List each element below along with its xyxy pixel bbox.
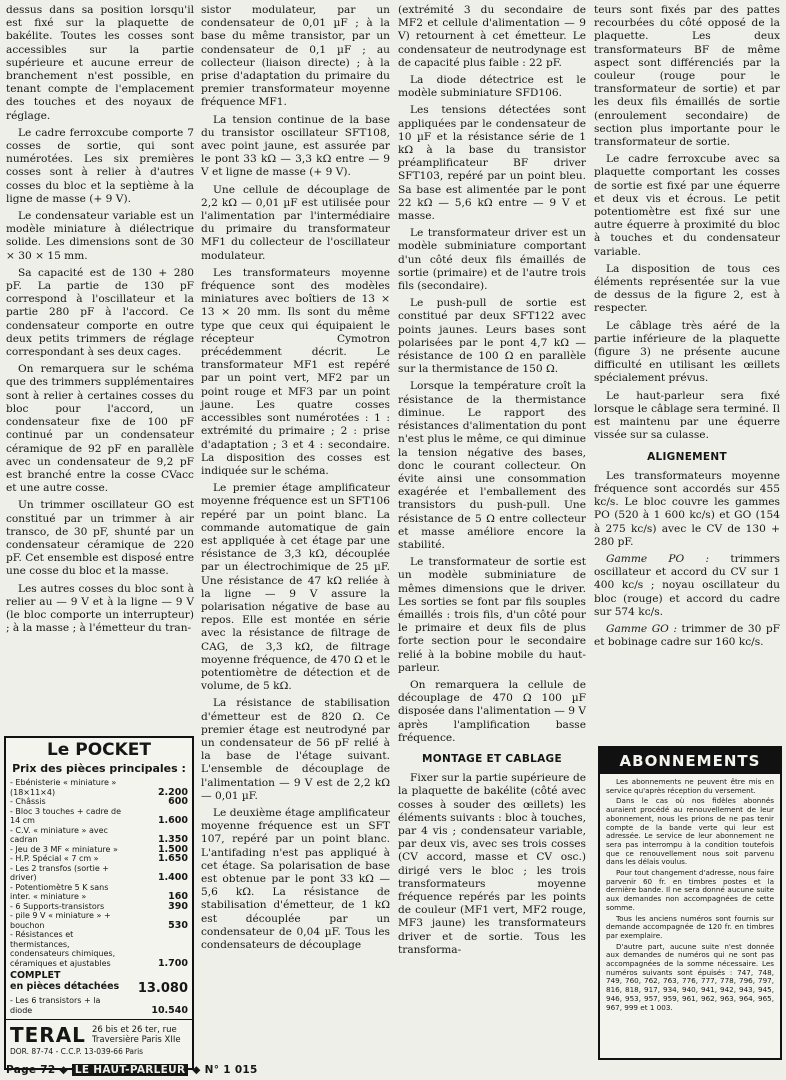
paragraph: Un trimmer oscillateur GO est constitué par un trimmer à air transco, de 30 pF, shunté par un condensateur céramique de 220 pF. Cet ensemble est disposé entre une cosse du bloc et la masse. [6,499,194,578]
price-label: - Résistances et thermistances, condensateurs chimiques, céramiques et ajustables [10,930,116,968]
paragraph: La diode détectrice est le modèle subminiature SFD106. [398,74,586,100]
transistors-row [6,996,192,1015]
price-row [6,902,192,912]
paragraph: Le deuxième étage amplificateur moyenne fréquence est un SFT 107, repéré par un point blanc. L'antifading n'est pas appliqué à cet étage. Sa polarisation de base est obtenue par le pont 33 kΩ — 5,6 kΩ. La résistance de stabilisation d'émetteur, de 1 kΩ est découplée par un condensateur de 0,04 µF. Tous les condensateurs de découplage [201,806,390,952]
abonnements-box [598,746,782,1060]
paragraph: Le câblage très aéré de la partie inférieure de la plaquette (figure 3) ne présente aucune difficulté en utilisant les œillets spécialement prévus. [594,319,780,385]
paragraph: Sa capacité est de 130 + 280 pF. La partie de 130 pF correspond à l'oscillateur et la partie 280 pF à l'accord. Ce condensateur comporte en outre deux petits trimmers de réglage correspondant à ses deux cages. [6,266,194,359]
paragraph: teurs sont fixés par des pattes recourbées du côté opposé de la plaquette. Les deux transformateurs BF de même aspect sont différenciés par la couleur (rouge pour le transformateur de sortie) et par les deux fils émaillés de sortie (enroulement secondaire) de section plus importante pour le transformateur de sortie. [594,4,780,149]
paragraph: Tous les anciens numéros sont fournis sur demande accompagnée de 120 fr. en timbres par exemplaire. [606,913,774,940]
price-label: - Jeu de 3 MF « miniature » [10,844,118,854]
section-heading-alignement: ALIGNEMENT [647,450,727,463]
price-value: 1.500 [157,843,188,855]
paragraph: La résistance de stabilisation d'émetteur est de 820 Ω. Ce premier étage est neutrodyné par un condensateur de 56 pF relié à la base de l'étage suivant. L'ensemble de découplage de l'alimentation — 9 V est de 2,2 kΩ — 0,01 µF. [201,697,390,802]
paragraph: dessus dans sa position lorsqu'il est fixé sur la plaquette de bakélite. Toutes les cosses sont accessibles sur la partie supérieure et aucune erreur de branchement n'est possible, en tenant compte de l'emplacement des touches et des noyaux de réglage. [6,4,194,122]
price-row [6,883,192,902]
paragraph: Lorsque la température croît la résistance de la thermistance diminue. Le rapport des résistances d'alimentation du pont n'est plus le même, ce qui diminue la tension négative des bases, donc le courant collecteur. On évite ainsi une consommation exagérée et l'emballement des transistors du push-pull. Une résistance de 5 Ω entre collecteur et masse améliore encore la stabilité. [398,380,586,551]
paragraph: Fixer sur la partie supérieure de la plaquette de bakélite (côté avec cosses à souder des œillets) les éléments suivants : bloc à touches, par 4 vis ; condensateur variable, par deux vis, avec ses trois cosses (CV accord, masse et CV osc.) dirigé vers le bloc ; les trois transformateurs moyenne fréquence repérés par les points de couleur (MF1 vert, MF2 rouge, MF3 jaune) les transformateurs driver et de sortie. Tous les transforma- [398,772,586,956]
paragraph: On remarquera la cellule de découplage de 470 Ω 100 µF disposée dans l'alimentation — 9 V après l'amplification basse fréquence. [398,678,586,744]
price-row [6,778,192,797]
paragraph: Les transformateurs moyenne fréquence sont des modèles miniatures avec boîtiers de 13 × 13 × 20 mm. Ils sont du même type que ceux qui équipaient le récepteur Cymotron précédemment décrit. Le transformateur MF1 est repéré par un point vert, MF2 par un point rouge et MF3 par un point jaune. Les quatre cosses accessibles sont numérotées : 1 : extrémité du primaire ; 2 : prise d'adaptation ; 3 et 4 : secondaire. La disposition des cosses est indiquée sur le schéma. [201,266,390,477]
page-number: Page 72 [6,1064,56,1076]
gamme-po-text: trimmers oscillateur et accord du CV sur 1 400 kc/s ; noyau oscillateur du bloc (rouge) et accord du cadre sur 574 kc/s. [594,552,780,618]
complet-row [6,981,192,996]
page-footer [6,1064,258,1076]
pocket-title: Le POCKET [46,740,152,760]
price-value: 1.650 [157,853,188,864]
paragraph: Dans le cas où nos fidèles abonnés auraient procédé au renouvellement de leur abonnement, nous les prions de ne pas tenir compte de la bande verte qui leur est adressée. Le service de leur abonnement ne sera pas interrompu à la condition toutefois que ce renouvellement nous soit parvenu dans les délais voulus. [606,796,774,867]
teral-address-line: Traversière Paris XIIe [91,1035,181,1045]
price-label: - Ebénisterie « miniature » (18×11×4) [10,778,117,797]
price-label: - C.V. « miniature » avec cadran [10,825,108,844]
price-row [6,826,192,845]
price-label: - Les 2 transfos (sortie + driver) [10,863,109,882]
price-value: 390 [168,900,188,912]
price-row [6,930,192,968]
price-label: - Châssis [10,797,46,806]
paragraph-gamme-po [594,553,780,619]
paragraph: La disposition de tous ces éléments représentée sur la vue de dessus de la figure 2, est à respecter. [594,262,780,315]
complet-price: 13.080 [137,981,188,996]
paragraph: Le cadre ferroxcube comporte 7 cosses de sortie, qui sont numérotées. Les six premières cosses sont à relier à d'autres cosses du bloc et la septième à la ligne de masse (+ 9 V). [6,126,194,205]
abonnements-title: ABONNEMENTS [600,748,780,774]
transistors-price: 10.540 [151,1004,188,1016]
paragraph: Le push-pull de sortie est constitué par deux SFT122 avec points jaunes. Leurs bases sont polarisées par le pont 4,7 kΩ — résistance de 100 Ω en parallèle sur la thermistance de 150 Ω. [398,297,586,376]
gamme-go-label: Gamme GO : [606,622,677,635]
abonnements-text [600,774,780,1012]
transistors-label: - Les 6 transistors + la diode [10,996,101,1015]
paragraph: Le transformateur de sortie est un modèle subminiature de mêmes dimensions que le driver. Les sorties se font par fils souples émaillés : trois fils, d'un côté pour le primaire et deux fils de plus forte section pour le secondaire relié à la bobine mobile du haut-parleur. [398,556,586,674]
paragraph: Le premier étage amplificateur moyenne fréquence est un SFT106 repéré par un point blanc. La commande automatique de gain est appliquée à cet étage par une résistance de 3,3 kΩ, découplée par un électrochimique de 25 µF. Une résistance de 47 kΩ reliée à la ligne — 9 V assure la polarisation négative de base au repos. Elle est montée en série avec la résistance de filtrage de CAG, de 3,3 kΩ, de filtrage moyenne fréquence, de 470 Ω et le potentiomètre de détection et de volume, de 5 kΩ. [201,482,390,693]
paragraph: Le condensateur variable est un modèle miniature à diélectrique solide. Les dimensions sont de 30 × 30 × 15 mm. [6,210,194,262]
teral-address [92,1025,181,1045]
diamond-icon: ◆ [59,1064,68,1076]
price-row [6,864,192,883]
paragraph: La tension continue de la base du transistor oscillateur SFT108, avec point jaune, est assurée par le pont 33 kΩ — 3,3 kΩ entre — 9 V et ligne de masse (+ 9 V). [201,113,390,179]
price-label: - Potentiomètre 5 K sans inter. « miniature » [10,882,109,901]
price-value: 160 [168,891,188,902]
paragraph-gamme-go [594,623,780,649]
complet-label: COMPLET [10,970,61,981]
price-label: - H.P. Spécial « 7 cm » [10,854,99,863]
price-row [6,911,192,930]
price-label: - pile 9 V « miniature » + bouchon [10,911,111,930]
paragraph: Les transformateurs moyenne fréquence sont accordés sur 455 kc/s. Le bloc couvre les gammes PO (520 à 1 600 kc/s) et GO (154 à 275 kc/s) avec le CV de 130 + 280 pF. [594,469,780,548]
paragraph: Les tensions détectées sont appliquées par le condensateur de 10 µF et la résistance série de 1 kΩ à la base du transistor préamplificateur BF driver SFT103, repéré par un point bleu. Sa base est alimentée par le pont 22 kΩ — 5,6 kΩ entre — 9 V et masse. [398,104,586,223]
price-row [6,807,192,826]
price-row [6,854,192,864]
text-column-2 [201,4,390,956]
price-value: 2.200 [157,786,188,798]
paragraph: Les abonnements ne peuvent être mis en service qu'après réception du versement. [606,777,774,795]
paragraph: Les autres cosses du bloc sont à relier au — 9 V et à la ligne — 9 V (le bloc comporte un interrupteur) ; à la masse ; à l'émetteur du tran- [6,582,194,635]
gamme-po-label: Gamme PO : [606,552,710,565]
paragraph: On remarquera sur le schéma que des trimmers supplémentaires sont à relier à certaines cosses du bloc pour l'accord, un condensateur fixe de 100 pF continué par un condensateur céramique de 92 pF en parallèle avec un condensateur de 9,2 pF est branché entre la cosse CVacc et une autre cosse. [6,363,194,495]
teral-address-line: 26 bis et 26 ter, rue [91,1025,177,1035]
paragraph: Le cadre ferroxcube avec sa plaquette comportant les cosses de sortie est fixé par une équerre et deux vis et écrous. Le petit potentiomètre est fixé sur une autre équerre à proximité du bloc à touches et du condensateur variable. [594,153,780,258]
text-column-1 [6,4,194,639]
price-row [6,797,192,807]
pocket-price-box [4,736,194,1070]
complet-sub: en pièces détachées [10,981,120,992]
gamme-go-text: trimmer de 30 pF et bobinage cadre sur 160 kc/s. [594,622,780,649]
magazine-title: LE HAUT-PARLEUR [72,1064,189,1076]
price-value: 1.400 [157,872,188,883]
section-heading-montage: MONTAGE ET CABLAGE [422,752,562,765]
teral-block [6,1019,192,1047]
price-value: 1.700 [157,957,188,969]
paragraph: D'autre part, aucune suite n'est donnée aux demandes de numéros qui ne sont pas accompagnées de la somme nécessaire. Les numéros suivants sont épuisés : 747, 748, 749, 760, 762, 763, 776, 777, 778, 796, 797, 816, 818, 917, 934, 940, 941, 942, 943, 945, 946, 953, 957, 959, 961, 962, 963, 964, 965, 967, 999 et 1 003. [606,941,774,1012]
paragraph: sistor modulateur, par un condensateur de 0,01 µF ; à la base du même transistor, par un condensateur de 0,1 µF ; au collecteur (liaison directe) ; à la prise d'adaptation du primaire du premier transformateur moyenne fréquence MF1. [201,4,390,109]
price-value: 1.600 [157,815,188,826]
pocket-subtitle: Prix des pièces principales : [12,762,186,775]
price-label: - Bloc 3 touches + cadre de 14 cm [10,806,122,825]
text-column-3 [398,4,586,961]
paragraph: Le haut-parleur sera fixé lorsque le câblage sera terminé. Il est maintenu par une équerre vissée sur sa culasse. [594,389,780,442]
paragraph: (extrémité 3 du secondaire de MF2 et cellule d'alimentation — 9 V) retournent à cet émetteur. Le condensateur de neutrodynage est de capacité plus faible : 22 pF. [398,4,586,69]
price-value: 600 [168,796,188,807]
price-value: 1.350 [157,834,188,845]
diamond-icon: ◆ [192,1064,201,1076]
teral-contact: DOR. 87-74 - C.C.P. 13-039-66 Paris [10,1047,144,1056]
text-column-4 [594,4,780,653]
price-value: 530 [168,919,188,931]
price-label: - 6 Supports-transistors [10,901,105,911]
issue-number: N° 1 015 [204,1064,258,1076]
paragraph: Une cellule de découplage de 2,2 kΩ — 0,01 µF est utilisée pour l'alimentation par l'intermédiaire du primaire du transformateur MF1 du collecteur de l'oscillateur modulateur. [201,183,390,262]
paragraph: Pour tout changement d'adresse, nous faire parvenir 60 fr. en timbres postes et la dernière bande. Il ne sera donné aucune suite aux demandes non accompagnées de cette somme. [606,868,774,912]
teral-logo: TERAL [10,1023,86,1047]
paragraph: Le transformateur driver est un modèle subminiature comportant d'un côté deux fils émaillés de sortie (primaire) et de l'autre trois fils (secondaire). [398,227,586,293]
